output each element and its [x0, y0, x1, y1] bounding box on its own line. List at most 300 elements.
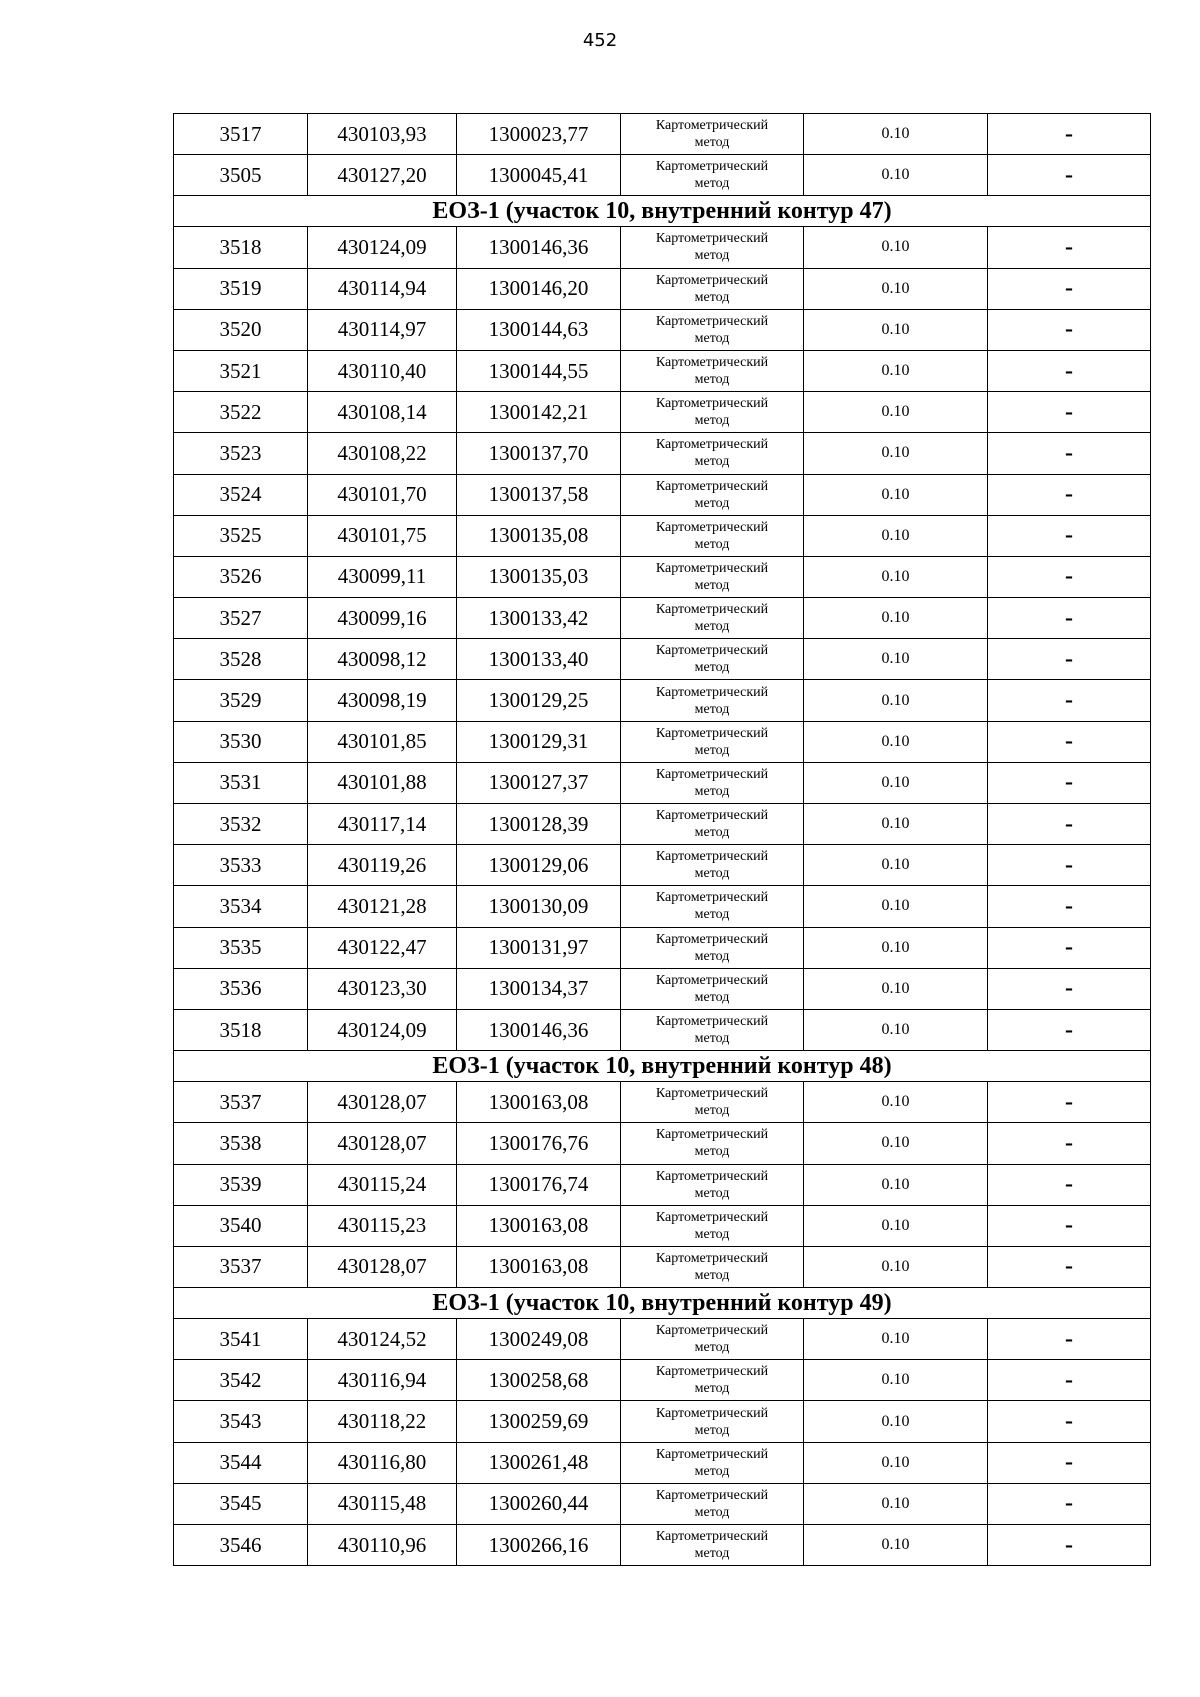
- x-coordinate-cell: 430114,94: [308, 268, 457, 309]
- y-coordinate-cell: 1300134,37: [457, 968, 621, 1009]
- method-line-2: метод: [694, 619, 730, 635]
- method-line-2: метод: [694, 577, 730, 593]
- height-cell: -: [988, 639, 1151, 680]
- point-number-cell: 3540: [174, 1205, 308, 1246]
- method-line-2: метод: [694, 1226, 730, 1242]
- x-coordinate-cell: 430108,14: [308, 392, 457, 433]
- point-number-cell: 3505: [174, 155, 308, 196]
- method-line-1: Картометрический: [655, 437, 769, 453]
- method-line-1: Картометрический: [655, 1487, 769, 1503]
- accuracy-cell: 0.10: [804, 762, 988, 803]
- table-row: [174, 1009, 1151, 1050]
- table-row: [174, 598, 1151, 639]
- point-number-cell: 3534: [174, 886, 308, 927]
- accuracy-cell: 0.10: [804, 598, 988, 639]
- point-number-cell: 3528: [174, 639, 308, 680]
- point-number-cell: 3538: [174, 1123, 308, 1164]
- height-cell: -: [988, 721, 1151, 762]
- method-line-2: метод: [694, 866, 730, 882]
- height-cell: -: [988, 350, 1151, 391]
- height-cell: -: [988, 680, 1151, 721]
- height-cell: -: [988, 886, 1151, 927]
- point-number-cell: 3525: [174, 515, 308, 556]
- x-coordinate-cell: 430119,26: [308, 845, 457, 886]
- height-cell: -: [988, 433, 1151, 474]
- y-coordinate-cell: 1300127,37: [457, 762, 621, 803]
- x-coordinate-cell: 430128,07: [308, 1123, 457, 1164]
- y-coordinate-cell: 1300146,36: [457, 1009, 621, 1050]
- x-coordinate-cell: 430101,88: [308, 762, 457, 803]
- x-coordinate-cell: 430115,24: [308, 1164, 457, 1205]
- y-coordinate-cell: 1300129,06: [457, 845, 621, 886]
- height-cell: -: [988, 968, 1151, 1009]
- y-coordinate-cell: 1300258,68: [457, 1360, 621, 1401]
- height-cell: -: [988, 227, 1151, 268]
- y-coordinate-cell: 1300045,41: [457, 155, 621, 196]
- x-coordinate-cell: 430115,23: [308, 1205, 457, 1246]
- method-cell: [621, 1401, 804, 1442]
- point-number-cell: 3530: [174, 721, 308, 762]
- table-row: [174, 392, 1151, 433]
- y-coordinate-cell: 1300142,21: [457, 392, 621, 433]
- table-row: [174, 350, 1151, 391]
- method-line-2: метод: [694, 1422, 730, 1438]
- x-coordinate-cell: 430099,11: [308, 556, 457, 597]
- section-header-row: [174, 1051, 1151, 1082]
- method-line-2: метод: [694, 1504, 730, 1520]
- y-coordinate-cell: 1300163,08: [457, 1082, 621, 1123]
- y-coordinate-cell: 1300176,76: [457, 1123, 621, 1164]
- method-line-2: метод: [694, 135, 730, 151]
- x-coordinate-cell: 430103,93: [308, 114, 457, 155]
- method-cell: [621, 155, 804, 196]
- table-row: [174, 1082, 1151, 1123]
- coordinates-table: [173, 113, 1151, 1566]
- height-cell: -: [988, 1123, 1151, 1164]
- table-row: [174, 268, 1151, 309]
- accuracy-cell: 0.10: [804, 1401, 988, 1442]
- height-cell: -: [988, 392, 1151, 433]
- height-cell: -: [988, 1360, 1151, 1401]
- accuracy-cell: 0.10: [804, 1205, 988, 1246]
- table-row: [174, 1319, 1151, 1360]
- method-cell: [621, 1319, 804, 1360]
- table-row: [174, 721, 1151, 762]
- x-coordinate-cell: 430118,22: [308, 1401, 457, 1442]
- accuracy-cell: 0.10: [804, 309, 988, 350]
- method-cell: [621, 433, 804, 474]
- table-row: [174, 927, 1151, 968]
- method-line-2: метод: [694, 330, 730, 346]
- x-coordinate-cell: 430114,97: [308, 309, 457, 350]
- x-coordinate-cell: 430110,96: [308, 1525, 457, 1566]
- table-row: [174, 639, 1151, 680]
- accuracy-cell: 0.10: [804, 1319, 988, 1360]
- method-line-1: Картометрический: [655, 159, 769, 175]
- accuracy-cell: 0.10: [804, 1442, 988, 1483]
- method-line-1: Картометрический: [655, 972, 769, 988]
- x-coordinate-cell: 430116,94: [308, 1360, 457, 1401]
- x-coordinate-cell: 430127,20: [308, 155, 457, 196]
- method-line-1: Картометрический: [655, 1446, 769, 1462]
- table-row: [174, 227, 1151, 268]
- y-coordinate-cell: 1300259,69: [457, 1401, 621, 1442]
- table-row: [174, 1123, 1151, 1164]
- table-row: [174, 1360, 1151, 1401]
- method-cell: [621, 556, 804, 597]
- y-coordinate-cell: 1300137,58: [457, 474, 621, 515]
- height-cell: -: [988, 598, 1151, 639]
- table-row: [174, 1164, 1151, 1205]
- point-number-cell: 3522: [174, 392, 308, 433]
- method-line-2: метод: [694, 289, 730, 305]
- table-row: [174, 433, 1151, 474]
- height-cell: -: [988, 556, 1151, 597]
- accuracy-cell: 0.10: [804, 392, 988, 433]
- method-cell: [621, 268, 804, 309]
- method-line-2: метод: [694, 413, 730, 429]
- table-row: [174, 1246, 1151, 1287]
- y-coordinate-cell: 1300133,40: [457, 639, 621, 680]
- point-number-cell: 3527: [174, 598, 308, 639]
- accuracy-cell: 0.10: [804, 114, 988, 155]
- method-line-1: Картометрический: [655, 355, 769, 371]
- table-row: [174, 114, 1151, 155]
- y-coordinate-cell: 1300023,77: [457, 114, 621, 155]
- point-number-cell: 3521: [174, 350, 308, 391]
- table-row: [174, 515, 1151, 556]
- method-line-2: метод: [694, 1144, 730, 1160]
- height-cell: -: [988, 268, 1151, 309]
- y-coordinate-cell: 1300129,25: [457, 680, 621, 721]
- y-coordinate-cell: 1300129,31: [457, 721, 621, 762]
- accuracy-cell: 0.10: [804, 721, 988, 762]
- accuracy-cell: 0.10: [804, 556, 988, 597]
- table-row: [174, 1525, 1151, 1566]
- point-number-cell: 3532: [174, 804, 308, 845]
- method-cell: [621, 309, 804, 350]
- method-line-1: Картометрический: [655, 890, 769, 906]
- height-cell: -: [988, 1164, 1151, 1205]
- method-line-1: Картометрический: [655, 231, 769, 247]
- section-title: ЕОЗ-1 (участок 10, внутренний контур 49): [174, 1288, 1151, 1319]
- x-coordinate-cell: 430123,30: [308, 968, 457, 1009]
- method-cell: [621, 1442, 804, 1483]
- method-line-1: Картометрический: [655, 1364, 769, 1380]
- point-number-cell: 3544: [174, 1442, 308, 1483]
- y-coordinate-cell: 1300135,08: [457, 515, 621, 556]
- y-coordinate-cell: 1300163,08: [457, 1246, 621, 1287]
- method-line-1: Картометрический: [655, 684, 769, 700]
- method-line-1: Картометрический: [655, 766, 769, 782]
- table-row: [174, 1442, 1151, 1483]
- accuracy-cell: 0.10: [804, 639, 988, 680]
- method-line-1: Картометрический: [655, 849, 769, 865]
- accuracy-cell: 0.10: [804, 155, 988, 196]
- point-number-cell: 3541: [174, 1319, 308, 1360]
- method-line-2: метод: [694, 989, 730, 1005]
- height-cell: -: [988, 1009, 1151, 1050]
- point-number-cell: 3531: [174, 762, 308, 803]
- method-line-1: Картометрический: [655, 519, 769, 535]
- accuracy-cell: 0.10: [804, 968, 988, 1009]
- height-cell: -: [988, 155, 1151, 196]
- method-line-2: метод: [694, 701, 730, 717]
- method-line-1: Картометрический: [655, 272, 769, 288]
- height-cell: -: [988, 515, 1151, 556]
- accuracy-cell: 0.10: [804, 1483, 988, 1524]
- y-coordinate-cell: 1300130,09: [457, 886, 621, 927]
- method-cell: [621, 1205, 804, 1246]
- y-coordinate-cell: 1300266,16: [457, 1525, 621, 1566]
- table-row: [174, 680, 1151, 721]
- method-line-1: Картометрический: [655, 602, 769, 618]
- method-line-1: Картометрический: [655, 1209, 769, 1225]
- coordinates-table-body: [174, 114, 1151, 1566]
- accuracy-cell: 0.10: [804, 1009, 988, 1050]
- method-cell: [621, 680, 804, 721]
- height-cell: -: [988, 845, 1151, 886]
- method-cell: [621, 804, 804, 845]
- x-coordinate-cell: 430128,07: [308, 1246, 457, 1287]
- table-row: [174, 762, 1151, 803]
- method-line-1: Картометрический: [655, 1168, 769, 1184]
- point-number-cell: 3537: [174, 1082, 308, 1123]
- method-line-2: метод: [694, 1381, 730, 1397]
- method-line-1: Картометрический: [655, 478, 769, 494]
- x-coordinate-cell: 430124,09: [308, 1009, 457, 1050]
- accuracy-cell: 0.10: [804, 804, 988, 845]
- x-coordinate-cell: 430110,40: [308, 350, 457, 391]
- method-line-1: Картометрический: [655, 931, 769, 947]
- accuracy-cell: 0.10: [804, 1123, 988, 1164]
- table-row: [174, 804, 1151, 845]
- accuracy-cell: 0.10: [804, 886, 988, 927]
- table-row: [174, 968, 1151, 1009]
- x-coordinate-cell: 430122,47: [308, 927, 457, 968]
- method-line-1: Картометрический: [655, 1405, 769, 1421]
- method-line-1: Картометрический: [655, 1014, 769, 1030]
- point-number-cell: 3517: [174, 114, 308, 155]
- method-line-2: метод: [694, 742, 730, 758]
- x-coordinate-cell: 430101,75: [308, 515, 457, 556]
- y-coordinate-cell: 1300144,55: [457, 350, 621, 391]
- method-line-1: Картометрический: [655, 808, 769, 824]
- method-cell: [621, 1360, 804, 1401]
- accuracy-cell: 0.10: [804, 227, 988, 268]
- y-coordinate-cell: 1300146,36: [457, 227, 621, 268]
- height-cell: -: [988, 309, 1151, 350]
- height-cell: -: [988, 1319, 1151, 1360]
- accuracy-cell: 0.10: [804, 1246, 988, 1287]
- y-coordinate-cell: 1300144,63: [457, 309, 621, 350]
- method-cell: [621, 1082, 804, 1123]
- method-line-2: метод: [694, 948, 730, 964]
- page-number: 452: [582, 30, 618, 51]
- point-number-cell: 3523: [174, 433, 308, 474]
- point-number-cell: 3536: [174, 968, 308, 1009]
- accuracy-cell: 0.10: [804, 433, 988, 474]
- method-line-2: метод: [694, 1267, 730, 1283]
- x-coordinate-cell: 430098,19: [308, 680, 457, 721]
- point-number-cell: 3546: [174, 1525, 308, 1566]
- height-cell: -: [988, 1246, 1151, 1287]
- method-line-2: метод: [694, 1463, 730, 1479]
- method-line-1: Картометрический: [655, 396, 769, 412]
- x-coordinate-cell: 430115,48: [308, 1483, 457, 1524]
- method-cell: [621, 968, 804, 1009]
- accuracy-cell: 0.10: [804, 1525, 988, 1566]
- method-cell: [621, 474, 804, 515]
- method-cell: [621, 515, 804, 556]
- y-coordinate-cell: 1300137,70: [457, 433, 621, 474]
- method-cell: [621, 392, 804, 433]
- method-line-2: метод: [694, 660, 730, 676]
- method-cell: [621, 1525, 804, 1566]
- method-line-2: метод: [694, 1185, 730, 1201]
- height-cell: -: [988, 1483, 1151, 1524]
- point-number-cell: 3519: [174, 268, 308, 309]
- method-line-2: метод: [694, 1340, 730, 1356]
- accuracy-cell: 0.10: [804, 1164, 988, 1205]
- point-number-cell: 3520: [174, 309, 308, 350]
- method-cell: [621, 886, 804, 927]
- accuracy-cell: 0.10: [804, 927, 988, 968]
- table-row: [174, 474, 1151, 515]
- table-row: [174, 1401, 1151, 1442]
- x-coordinate-cell: 430101,70: [308, 474, 457, 515]
- y-coordinate-cell: 1300163,08: [457, 1205, 621, 1246]
- accuracy-cell: 0.10: [804, 845, 988, 886]
- accuracy-cell: 0.10: [804, 680, 988, 721]
- method-line-2: метод: [694, 825, 730, 841]
- method-cell: [621, 927, 804, 968]
- method-cell: [621, 350, 804, 391]
- table-row: [174, 1205, 1151, 1246]
- height-cell: -: [988, 1205, 1151, 1246]
- height-cell: -: [988, 1401, 1151, 1442]
- table-row: [174, 1483, 1151, 1524]
- method-line-2: метод: [694, 1103, 730, 1119]
- height-cell: -: [988, 804, 1151, 845]
- method-cell: [621, 845, 804, 886]
- method-line-1: Картометрический: [655, 1250, 769, 1266]
- method-cell: [621, 1164, 804, 1205]
- accuracy-cell: 0.10: [804, 515, 988, 556]
- height-cell: -: [988, 114, 1151, 155]
- method-cell: [621, 721, 804, 762]
- y-coordinate-cell: 1300133,42: [457, 598, 621, 639]
- height-cell: -: [988, 762, 1151, 803]
- y-coordinate-cell: 1300135,03: [457, 556, 621, 597]
- method-line-1: Картометрический: [655, 313, 769, 329]
- height-cell: -: [988, 1525, 1151, 1566]
- method-line-2: метод: [694, 1546, 730, 1562]
- accuracy-cell: 0.10: [804, 1360, 988, 1401]
- table-row: [174, 886, 1151, 927]
- method-line-1: Картометрический: [655, 643, 769, 659]
- method-cell: [621, 1483, 804, 1524]
- point-number-cell: 3542: [174, 1360, 308, 1401]
- method-line-1: Картометрический: [655, 1323, 769, 1339]
- point-number-cell: 3533: [174, 845, 308, 886]
- x-coordinate-cell: 430098,12: [308, 639, 457, 680]
- point-number-cell: 3518: [174, 227, 308, 268]
- y-coordinate-cell: 1300176,74: [457, 1164, 621, 1205]
- method-line-1: Картометрический: [655, 560, 769, 576]
- accuracy-cell: 0.10: [804, 1082, 988, 1123]
- method-cell: [621, 227, 804, 268]
- y-coordinate-cell: 1300261,48: [457, 1442, 621, 1483]
- x-coordinate-cell: 430116,80: [308, 1442, 457, 1483]
- method-line-2: метод: [694, 495, 730, 511]
- point-number-cell: 3537: [174, 1246, 308, 1287]
- x-coordinate-cell: 430124,52: [308, 1319, 457, 1360]
- method-cell: [621, 1246, 804, 1287]
- method-cell: [621, 1009, 804, 1050]
- method-cell: [621, 762, 804, 803]
- method-line-2: метод: [694, 372, 730, 388]
- point-number-cell: 3529: [174, 680, 308, 721]
- x-coordinate-cell: 430101,85: [308, 721, 457, 762]
- x-coordinate-cell: 430108,22: [308, 433, 457, 474]
- section-header-row: [174, 196, 1151, 227]
- table-row: [174, 845, 1151, 886]
- table-row: [174, 309, 1151, 350]
- height-cell: -: [988, 927, 1151, 968]
- section-title: ЕОЗ-1 (участок 10, внутренний контур 47): [174, 196, 1151, 227]
- y-coordinate-cell: 1300128,39: [457, 804, 621, 845]
- height-cell: -: [988, 474, 1151, 515]
- method-cell: [621, 639, 804, 680]
- point-number-cell: 3524: [174, 474, 308, 515]
- method-cell: [621, 1123, 804, 1164]
- table-row: [174, 155, 1151, 196]
- method-line-2: метод: [694, 1031, 730, 1047]
- section-title: ЕОЗ-1 (участок 10, внутренний контур 48): [174, 1051, 1151, 1082]
- method-line-2: метод: [694, 907, 730, 923]
- accuracy-cell: 0.10: [804, 474, 988, 515]
- method-cell: [621, 598, 804, 639]
- method-line-2: метод: [694, 783, 730, 799]
- section-header-row: [174, 1288, 1151, 1319]
- x-coordinate-cell: 430099,16: [308, 598, 457, 639]
- method-line-1: Картометрический: [655, 118, 769, 134]
- method-line-1: Картометрический: [655, 725, 769, 741]
- x-coordinate-cell: 430121,28: [308, 886, 457, 927]
- x-coordinate-cell: 430117,14: [308, 804, 457, 845]
- height-cell: -: [988, 1082, 1151, 1123]
- y-coordinate-cell: 1300260,44: [457, 1483, 621, 1524]
- method-line-2: метод: [694, 536, 730, 552]
- method-line-1: Картометрический: [655, 1086, 769, 1102]
- x-coordinate-cell: 430124,09: [308, 227, 457, 268]
- method-line-2: метод: [694, 176, 730, 192]
- height-cell: -: [988, 1442, 1151, 1483]
- y-coordinate-cell: 1300249,08: [457, 1319, 621, 1360]
- point-number-cell: 3526: [174, 556, 308, 597]
- point-number-cell: 3545: [174, 1483, 308, 1524]
- method-line-1: Картометрический: [655, 1127, 769, 1143]
- accuracy-cell: 0.10: [804, 350, 988, 391]
- point-number-cell: 3543: [174, 1401, 308, 1442]
- accuracy-cell: 0.10: [804, 268, 988, 309]
- method-line-2: метод: [694, 248, 730, 264]
- method-line-1: Картометрический: [655, 1529, 769, 1545]
- method-line-2: метод: [694, 454, 730, 470]
- point-number-cell: 3535: [174, 927, 308, 968]
- point-number-cell: 3539: [174, 1164, 308, 1205]
